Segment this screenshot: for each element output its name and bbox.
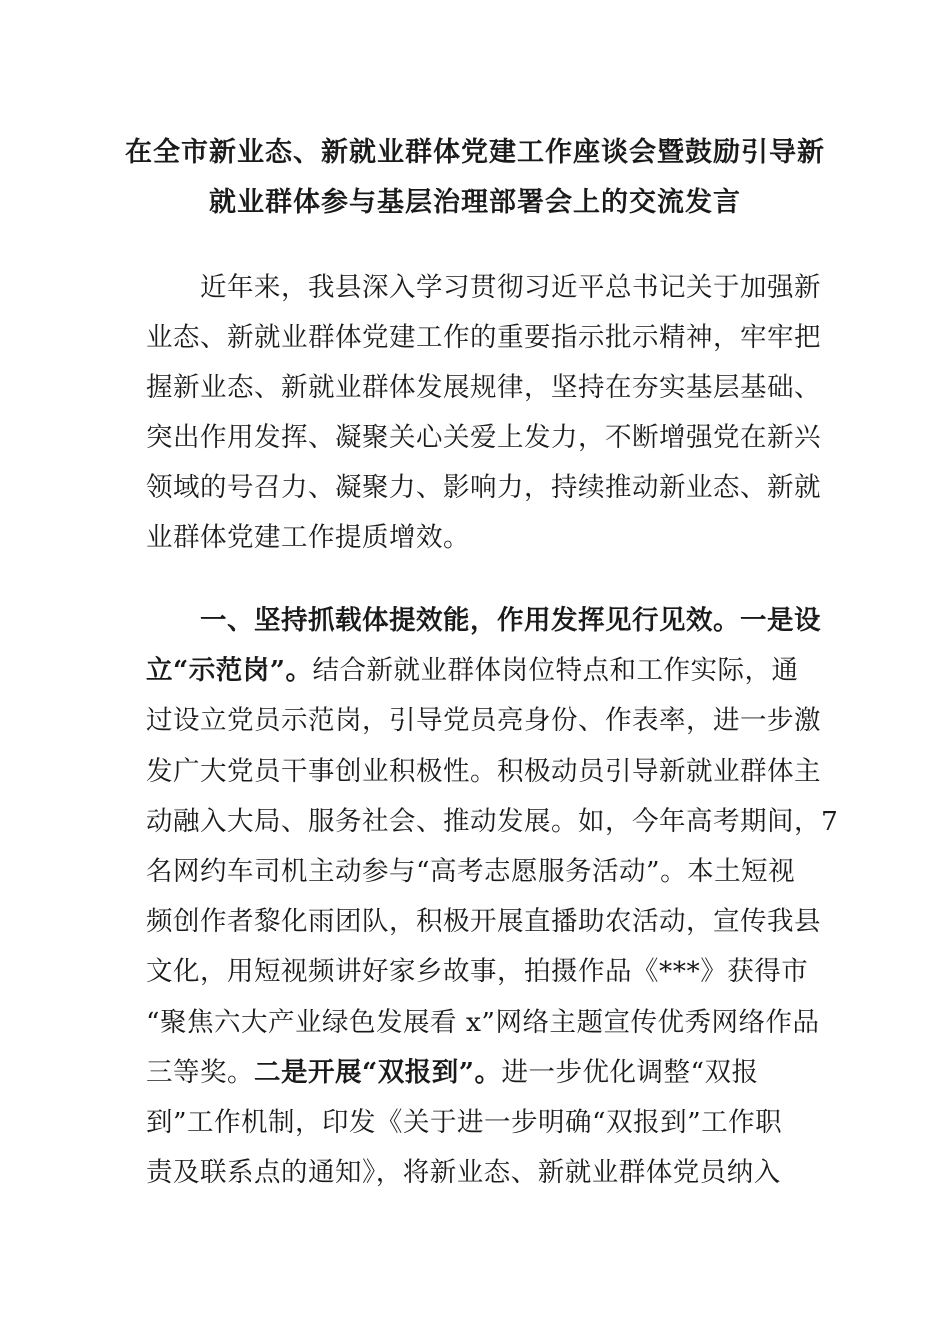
section-1-paragraph [146, 596, 839, 1198]
intro-line: 突出作用发挥、凝聚关心关爱上发力，不断增强党在新兴 [146, 422, 821, 453]
subheading-dual-report: 二是开展“双报到”。 [254, 1056, 502, 1088]
section-1-text: 进一步优化调整“双报 [501, 1056, 759, 1088]
section-1-line: 到”工作机制，印发《关于进一步明确“双报到”工作职 [146, 1106, 783, 1138]
document-title [120, 128, 830, 228]
section-1-line: 发广大党员干事创业积极性。积极动员引导新就业群体主 [146, 755, 821, 787]
section-1-text: 三等奖。 [146, 1056, 254, 1088]
title-line-2: 就业群体参与基层治理部署会上的交流发言 [209, 187, 741, 218]
subheading-demo-post: 立“示范岗”。 [146, 655, 313, 687]
section-1-line: 过设立党员示范岗，引导党员亮身份、作表率，进一步激 [146, 705, 821, 737]
section-1-line: 责及联系点的通知》，将新业态、新就业群体党员纳入 [146, 1157, 781, 1189]
intro-line: 业群体党建工作提质增效。 [146, 522, 470, 553]
intro-line: 近年来，我县深入学习贯彻习近平总书记关于加强新 [200, 272, 821, 303]
section-1-line: 频创作者黎化雨团队，积极开展直播助农活动，宣传我县 [146, 906, 821, 938]
intro-line: 领域的号召力、凝聚力、影响力，持续推动新业态、新就 [146, 472, 821, 503]
section-1-line: “聚焦六大产业绿色发展看 x”网络主题宣传优秀网络作品 [146, 1006, 820, 1038]
section-1-text: 结合新就业群体岗位特点和工作实际，通 [312, 655, 799, 687]
intro-line: 握新业态、新就业群体发展规律，坚持在夯实基层基础、 [146, 372, 821, 403]
intro-paragraph [146, 263, 821, 563]
section-1-line: 文化，用短视频讲好家乡故事，拍摄作品《***》获得市 [146, 956, 809, 988]
section-1-line: 名网约车司机主动参与“高考志愿服务活动”。本土短视 [146, 855, 796, 887]
title-line-1: 在全市新业态、新就业群体党建工作座谈会暨鼓励引导新 [125, 137, 825, 168]
intro-line: 业态、新就业群体党建工作的重要指示批示精神，牢牢把 [146, 322, 821, 353]
section-1-line: 动融入大局、服务社会、推动发展。如，今年高考期间，7 [146, 805, 839, 837]
section-1-line [146, 646, 806, 696]
section-1-heading: 一、坚持抓载体提效能，作用发挥见行见效。一是设 [200, 605, 821, 636]
section-1-line [146, 1048, 806, 1098]
